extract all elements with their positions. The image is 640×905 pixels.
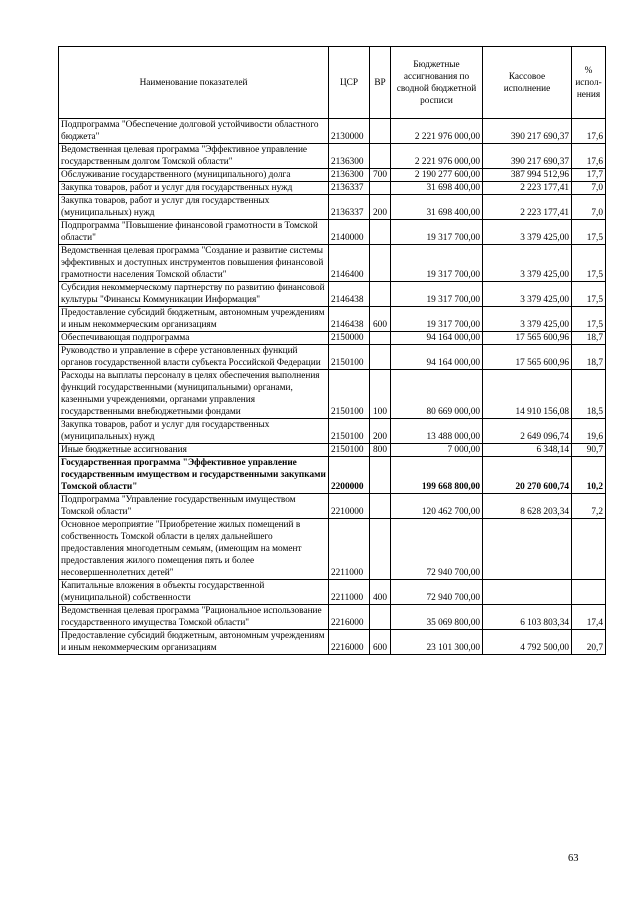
cell-csr: 2136300 (329, 169, 370, 182)
table-row (59, 519, 606, 580)
cell-cash: 3 379 425,00 (483, 282, 572, 307)
cell-name: Подпрограмма "Управление государственным имуществом Томской области" (59, 494, 329, 519)
cell-vr (370, 457, 391, 494)
cell-csr: 2146438 (329, 282, 370, 307)
cell-name: Закупка товаров, работ и услуг для государственных (муниципальных) нужд (59, 195, 329, 220)
cell-cash: 390 217 690,37 (483, 144, 572, 169)
cell-csr: 2136337 (329, 195, 370, 220)
cell-name: Предоставление субсидий бюджетным, автономным учреждениям и иным некоммерческим организациям (59, 307, 329, 332)
cell-vr (370, 182, 391, 195)
cell-budget: 94 164 000,00 (391, 345, 483, 370)
cell-cash: 17 565 600,96 (483, 332, 572, 345)
cell-cash: 2 223 177,41 (483, 182, 572, 195)
header-pct: % испол-нения (572, 47, 606, 119)
cell-budget: 2 221 976 000,00 (391, 119, 483, 144)
cell-csr: 2216000 (329, 630, 370, 655)
cell-vr (370, 494, 391, 519)
cell-csr: 2140000 (329, 220, 370, 245)
cell-cash: 387 994 512,96 (483, 169, 572, 182)
cell-cash: 4 792 500,00 (483, 630, 572, 655)
cell-vr (370, 245, 391, 282)
header-csr: ЦСР (329, 47, 370, 119)
cell-pct: 17,5 (572, 245, 606, 282)
table-row (59, 245, 606, 282)
header-name: Наименование показателей (59, 47, 329, 119)
cell-pct: 17,7 (572, 169, 606, 182)
cell-name: Государственная программа "Эффективное управление государственным имуществом и государственными закупками Томской области" (59, 457, 329, 494)
cell-csr: 2146400 (329, 245, 370, 282)
cell-pct: 17,5 (572, 282, 606, 307)
cell-vr (370, 282, 391, 307)
table-header (59, 47, 606, 119)
cell-budget: 72 940 700,00 (391, 580, 483, 605)
cell-cash: 390 217 690,37 (483, 119, 572, 144)
cell-csr: 2216000 (329, 605, 370, 630)
cell-name: Ведомственная целевая программа "Эффективное управление государственным долгом Томской области" (59, 144, 329, 169)
cell-csr: 2150100 (329, 419, 370, 444)
cell-budget: 13 488 000,00 (391, 419, 483, 444)
table-row (59, 332, 606, 345)
cell-csr: 2210000 (329, 494, 370, 519)
cell-cash: 6 103 803,34 (483, 605, 572, 630)
cell-name: Предоставление субсидий бюджетным, автономным учреждениям и иным некоммерческим организациям (59, 630, 329, 655)
cell-vr (370, 332, 391, 345)
table-row (59, 494, 606, 519)
cell-budget: 19 317 700,00 (391, 307, 483, 332)
cell-csr: 2130000 (329, 119, 370, 144)
cell-vr (370, 345, 391, 370)
cell-budget: 35 069 800,00 (391, 605, 483, 630)
table-row (59, 630, 606, 655)
cell-pct: 7,0 (572, 182, 606, 195)
cell-pct: 18,5 (572, 370, 606, 419)
header-budget: Бюджетные ассигнования по сводной бюджетной росписи (391, 47, 483, 119)
cell-pct (572, 519, 606, 580)
cell-vr (370, 144, 391, 169)
cell-vr: 400 (370, 580, 391, 605)
cell-budget: 31 698 400,00 (391, 182, 483, 195)
cell-pct: 17,5 (572, 220, 606, 245)
table-row (59, 169, 606, 182)
cell-budget: 72 940 700,00 (391, 519, 483, 580)
cell-budget: 2 221 976 000,00 (391, 144, 483, 169)
cell-pct: 90,7 (572, 444, 606, 457)
cell-vr: 600 (370, 307, 391, 332)
table-row (59, 370, 606, 419)
cell-name: Ведомственная целевая программа "Рациональное использование государственного имущества Томской области" (59, 605, 329, 630)
header-vr: ВР (370, 47, 391, 119)
cell-cash: 2 223 177,41 (483, 195, 572, 220)
cell-cash: 6 348,14 (483, 444, 572, 457)
table-row (59, 195, 606, 220)
table-row (59, 220, 606, 245)
cell-name: Субсидия некоммерческому партнерству по развитию финансовой культуры "Финансы Коммуникации Информация" (59, 282, 329, 307)
cell-cash: 3 379 425,00 (483, 307, 572, 332)
table-row (59, 307, 606, 332)
cell-cash: 14 910 156,08 (483, 370, 572, 419)
cell-budget: 31 698 400,00 (391, 195, 483, 220)
cell-csr: 2136337 (329, 182, 370, 195)
cell-name: Иные бюджетные ассигнования (59, 444, 329, 457)
cell-pct: 18,7 (572, 332, 606, 345)
cell-name: Обеспечивающая подпрограмма (59, 332, 329, 345)
table-row (59, 282, 606, 307)
cell-cash: 20 270 600,74 (483, 457, 572, 494)
cell-csr: 2146438 (329, 307, 370, 332)
cell-budget: 199 668 800,00 (391, 457, 483, 494)
header-row (59, 47, 606, 119)
cell-name: Закупка товаров, работ и услуг для государственных (муниципальных) нужд (59, 419, 329, 444)
page-number: 63 (568, 853, 579, 864)
cell-csr: 2211000 (329, 580, 370, 605)
table-row (59, 119, 606, 144)
cell-budget: 19 317 700,00 (391, 220, 483, 245)
cell-budget: 19 317 700,00 (391, 245, 483, 282)
table-row (59, 580, 606, 605)
table-row (59, 444, 606, 457)
cell-budget: 120 462 700,00 (391, 494, 483, 519)
cell-cash: 2 649 096,74 (483, 419, 572, 444)
cell-vr: 200 (370, 195, 391, 220)
cell-budget: 7 000,00 (391, 444, 483, 457)
cell-cash: 3 379 425,00 (483, 245, 572, 282)
cell-csr: 2211000 (329, 519, 370, 580)
cell-cash (483, 519, 572, 580)
cell-pct: 18,7 (572, 345, 606, 370)
cell-name: Обслуживание государственного (муниципального) долга (59, 169, 329, 182)
cell-vr: 600 (370, 630, 391, 655)
cell-pct: 7,2 (572, 494, 606, 519)
cell-cash: 3 379 425,00 (483, 220, 572, 245)
cell-vr (370, 519, 391, 580)
budget-table (58, 46, 606, 655)
cell-csr: 2150100 (329, 370, 370, 419)
cell-pct: 17,4 (572, 605, 606, 630)
cell-csr: 2150000 (329, 332, 370, 345)
cell-csr: 2150100 (329, 444, 370, 457)
cell-csr: 2150100 (329, 345, 370, 370)
cell-vr: 700 (370, 169, 391, 182)
table-row (59, 144, 606, 169)
cell-csr: 2136300 (329, 144, 370, 169)
header-cash: Кассовое исполнение (483, 47, 572, 119)
table-row (59, 419, 606, 444)
cell-pct (572, 580, 606, 605)
cell-pct: 19,6 (572, 419, 606, 444)
cell-name: Закупка товаров, работ и услуг для государственных нужд (59, 182, 329, 195)
cell-csr: 2200000 (329, 457, 370, 494)
cell-name: Подпрограмма "Обеспечение долговой устойчивости областного бюджета" (59, 119, 329, 144)
cell-name: Расходы на выплаты персоналу в целях обеспечения выполнения функций государственными (муниципальными) органами, казенными учреждениями, органами управления государственными внебюджетными фондами (59, 370, 329, 419)
table-row (59, 457, 606, 494)
cell-budget: 19 317 700,00 (391, 282, 483, 307)
table-body (59, 119, 606, 655)
cell-cash (483, 580, 572, 605)
cell-budget: 80 669 000,00 (391, 370, 483, 419)
table-row (59, 345, 606, 370)
cell-pct: 17,6 (572, 119, 606, 144)
cell-vr (370, 605, 391, 630)
cell-name: Основное мероприятие "Приобретение жилых помещений в собственность Томской области в целях дальнейшего предоставления многодетным семьям, (имеющим на момент предоставления жилого помещения пять и более несовершеннолетних детей" (59, 519, 329, 580)
cell-budget: 23 101 300,00 (391, 630, 483, 655)
table-row (59, 605, 606, 630)
cell-name: Ведомственная целевая программа "Создание и развитие системы эффективных и доступных инструментов повышения финансовой грамотности населения Томской области" (59, 245, 329, 282)
cell-vr: 800 (370, 444, 391, 457)
cell-name: Капитальные вложения в объекты государственной (муниципальной) собственности (59, 580, 329, 605)
cell-budget: 2 190 277 600,00 (391, 169, 483, 182)
cell-cash: 17 565 600,96 (483, 345, 572, 370)
cell-pct: 17,6 (572, 144, 606, 169)
cell-pct: 7,0 (572, 195, 606, 220)
cell-vr (370, 220, 391, 245)
cell-vr: 100 (370, 370, 391, 419)
cell-budget: 94 164 000,00 (391, 332, 483, 345)
cell-vr (370, 119, 391, 144)
cell-cash: 8 628 203,34 (483, 494, 572, 519)
cell-name: Подпрограмма "Повышение финансовой грамотности в Томской области" (59, 220, 329, 245)
cell-pct: 20,7 (572, 630, 606, 655)
table-row (59, 182, 606, 195)
cell-name: Руководство и управление в сфере установленных функций органов государственной власти субъекта Российской Федерации (59, 345, 329, 370)
cell-vr: 200 (370, 419, 391, 444)
cell-pct: 10,2 (572, 457, 606, 494)
cell-pct: 17,5 (572, 307, 606, 332)
